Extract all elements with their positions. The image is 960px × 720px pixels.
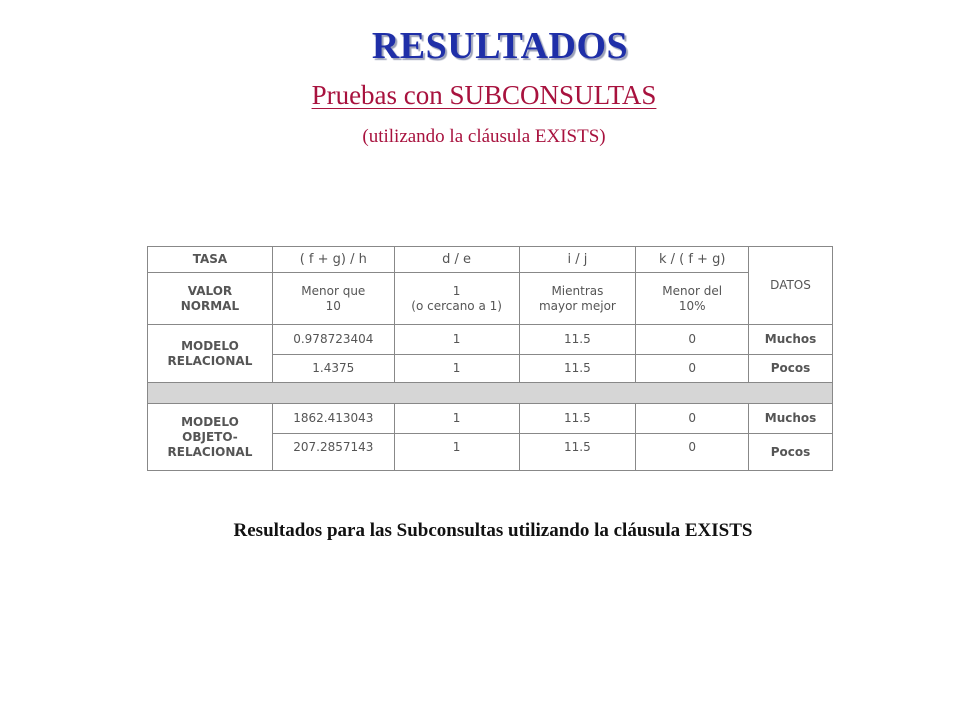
cell-line: 10 bbox=[325, 298, 341, 313]
table-row bbox=[148, 404, 833, 434]
table-cell: 0 bbox=[636, 434, 749, 471]
cell-line: Menor del bbox=[662, 283, 723, 298]
table-caption: Resultados para las Subconsultas utilizando la cláusula EXISTS bbox=[233, 520, 753, 541]
cell-line: 1 bbox=[452, 283, 461, 298]
header-cell-3: i / j bbox=[519, 247, 636, 273]
table-cell: 1.4375 bbox=[272, 355, 394, 383]
table-cell: 1862.413043 bbox=[272, 404, 394, 434]
table-separator-row bbox=[148, 383, 833, 404]
table-cell bbox=[519, 273, 636, 325]
row-label-line: RELACIONAL bbox=[167, 353, 253, 368]
page-subtitle: Pruebas con SUBCONSULTAS bbox=[311, 80, 657, 110]
row-label-line: RELACIONAL bbox=[167, 444, 253, 459]
table-cell: 11.5 bbox=[519, 404, 636, 434]
table-cell: 1 bbox=[394, 434, 519, 471]
table-cell: 207.2857143 bbox=[272, 434, 394, 471]
row-label-line: VALOR bbox=[187, 283, 233, 298]
table-cell-datos: Muchos bbox=[749, 404, 833, 434]
table-cell: 0 bbox=[636, 325, 749, 355]
cell-line: Menor que bbox=[301, 283, 366, 298]
table-cell: 11.5 bbox=[519, 355, 636, 383]
row-label-modelo-objeto-relacional bbox=[148, 404, 273, 471]
header-cell-4: k / ( f + g) bbox=[636, 247, 749, 273]
cell-line: (o cercano a 1) bbox=[411, 298, 502, 313]
table-cell: 0 bbox=[636, 404, 749, 434]
table-cell bbox=[636, 273, 749, 325]
results-table bbox=[147, 246, 833, 471]
cell-line: mayor mejor bbox=[538, 298, 616, 313]
table-row-valor-normal bbox=[148, 273, 833, 325]
header-cell-2: d / e bbox=[394, 247, 519, 273]
table-cell bbox=[272, 273, 394, 325]
table-cell: 11.5 bbox=[519, 325, 636, 355]
cell-line: Mientras bbox=[551, 283, 604, 298]
header-cell-datos: DATOS bbox=[749, 247, 833, 325]
page-subtitle-note: (utilizando la cláusula EXISTS) bbox=[362, 126, 606, 147]
separator-cell bbox=[148, 383, 833, 404]
row-label-line: MODELO bbox=[181, 414, 239, 429]
page-title: RESULTADOS bbox=[371, 25, 629, 67]
table-cell-datos: Pocos bbox=[749, 355, 833, 383]
table-cell: 1 bbox=[394, 325, 519, 355]
cell-line: 10% bbox=[678, 298, 706, 313]
row-label-modelo-relacional bbox=[148, 325, 273, 383]
header-cell-tasa: TASA bbox=[148, 247, 273, 273]
table-cell: 0 bbox=[636, 355, 749, 383]
row-label-line: NORMAL bbox=[180, 298, 240, 313]
row-label-line: MODELO bbox=[181, 338, 239, 353]
table-cell: 1 bbox=[394, 355, 519, 383]
table-cell: 11.5 bbox=[519, 434, 636, 471]
row-label-line: OBJETO- bbox=[182, 429, 238, 444]
table-row bbox=[148, 325, 833, 355]
table-cell: 1 bbox=[394, 404, 519, 434]
table-cell: 0.978723404 bbox=[272, 325, 394, 355]
table-cell-datos: Pocos bbox=[749, 434, 833, 471]
table-header-row bbox=[148, 247, 833, 273]
table-cell-datos: Muchos bbox=[749, 325, 833, 355]
table-cell bbox=[394, 273, 519, 325]
header-cell-1: ( f + g) / h bbox=[272, 247, 394, 273]
row-label-valor-normal bbox=[148, 273, 273, 325]
